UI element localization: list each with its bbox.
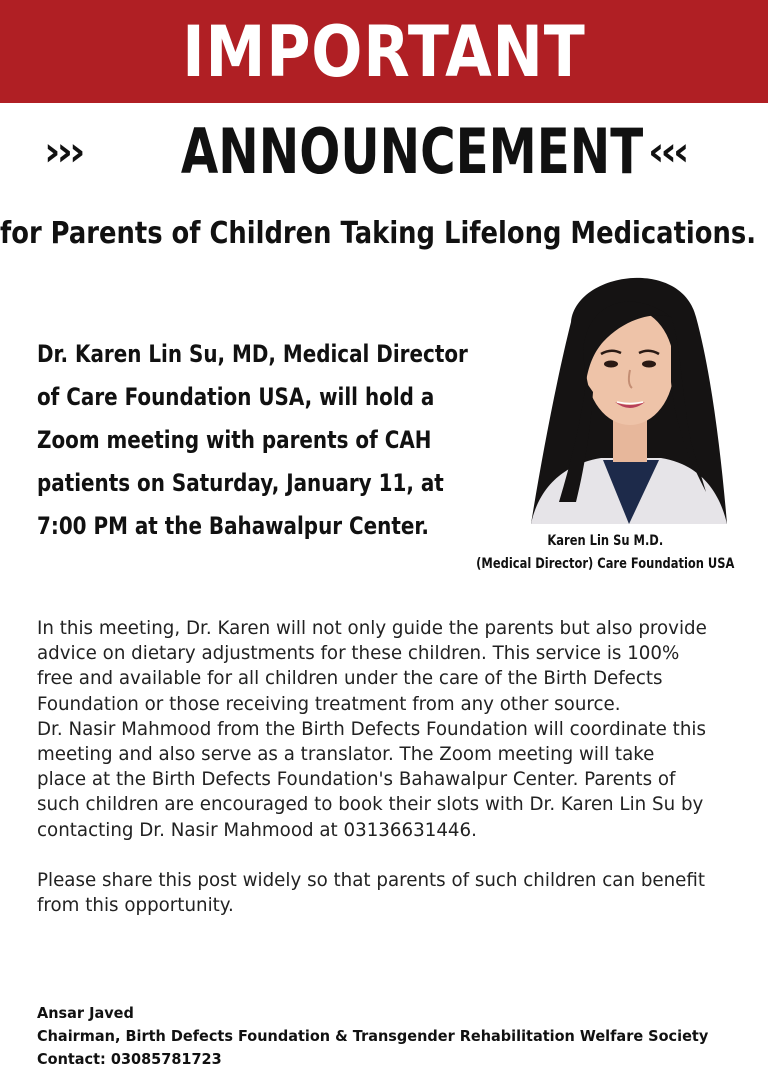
portrait-role: (Medical Director) Care Foundation USA (476, 556, 735, 572)
body-paragraph-1: In this meeting, Dr. Karen will not only guide the parents but also provide advice on dietary adjustments for these children. This service is 100% free and available for all children under the care of the Birth Defects Foundation or those receiving treatment from any other source. (37, 617, 707, 715)
chevrons-right-icon: ››› (44, 129, 82, 175)
portrait-caption (470, 530, 741, 576)
signature-name: Ansar Javed (37, 1004, 134, 1022)
signature-block (37, 1002, 732, 1071)
intro-text: Dr. Karen Lin Su, MD, Medical Director of Care Foundation USA, will hold a Zoom meeting with parents of CAH patients on Saturday, January 11, at 7:00 PM at the Bahawalpur Center. (37, 340, 468, 540)
portrait-photo (531, 262, 727, 524)
announcement-title: ANNOUNCEMENT (180, 115, 644, 188)
announcement-row (0, 112, 768, 194)
signature-contact: Contact: 03085781723 (37, 1050, 222, 1068)
subtitle: for Parents of Children Taking Lifelong Medications. (0, 216, 757, 251)
portrait-name: Karen Lin Su M.D. (547, 533, 664, 549)
body-paragraph-3: Please share this post widely so that parents of such children can benefit from this opportunity. (37, 868, 706, 917)
signature-title: Chairman, Birth Defects Foundation & Transgender Rehabilitation Welfare Society (37, 1027, 709, 1045)
woman-portrait-icon (531, 262, 727, 524)
chevrons-left-icon: ‹‹‹ (648, 129, 686, 175)
body-text (37, 616, 709, 918)
body-paragraph-2: Dr. Nasir Mahmood from the Birth Defects Foundation will coordinate this meeting and also serve as a translator. The Zoom meeting will take place at the Birth Defects Foundation's Bahawalpur Center. Parents of such children are encouraged to book their slots with Dr. Karen Lin Su by contacting Dr. Nasir Mahmood at 03136631446. (37, 717, 706, 841)
banner-title: IMPORTANT (182, 11, 586, 93)
header-banner (0, 0, 768, 103)
